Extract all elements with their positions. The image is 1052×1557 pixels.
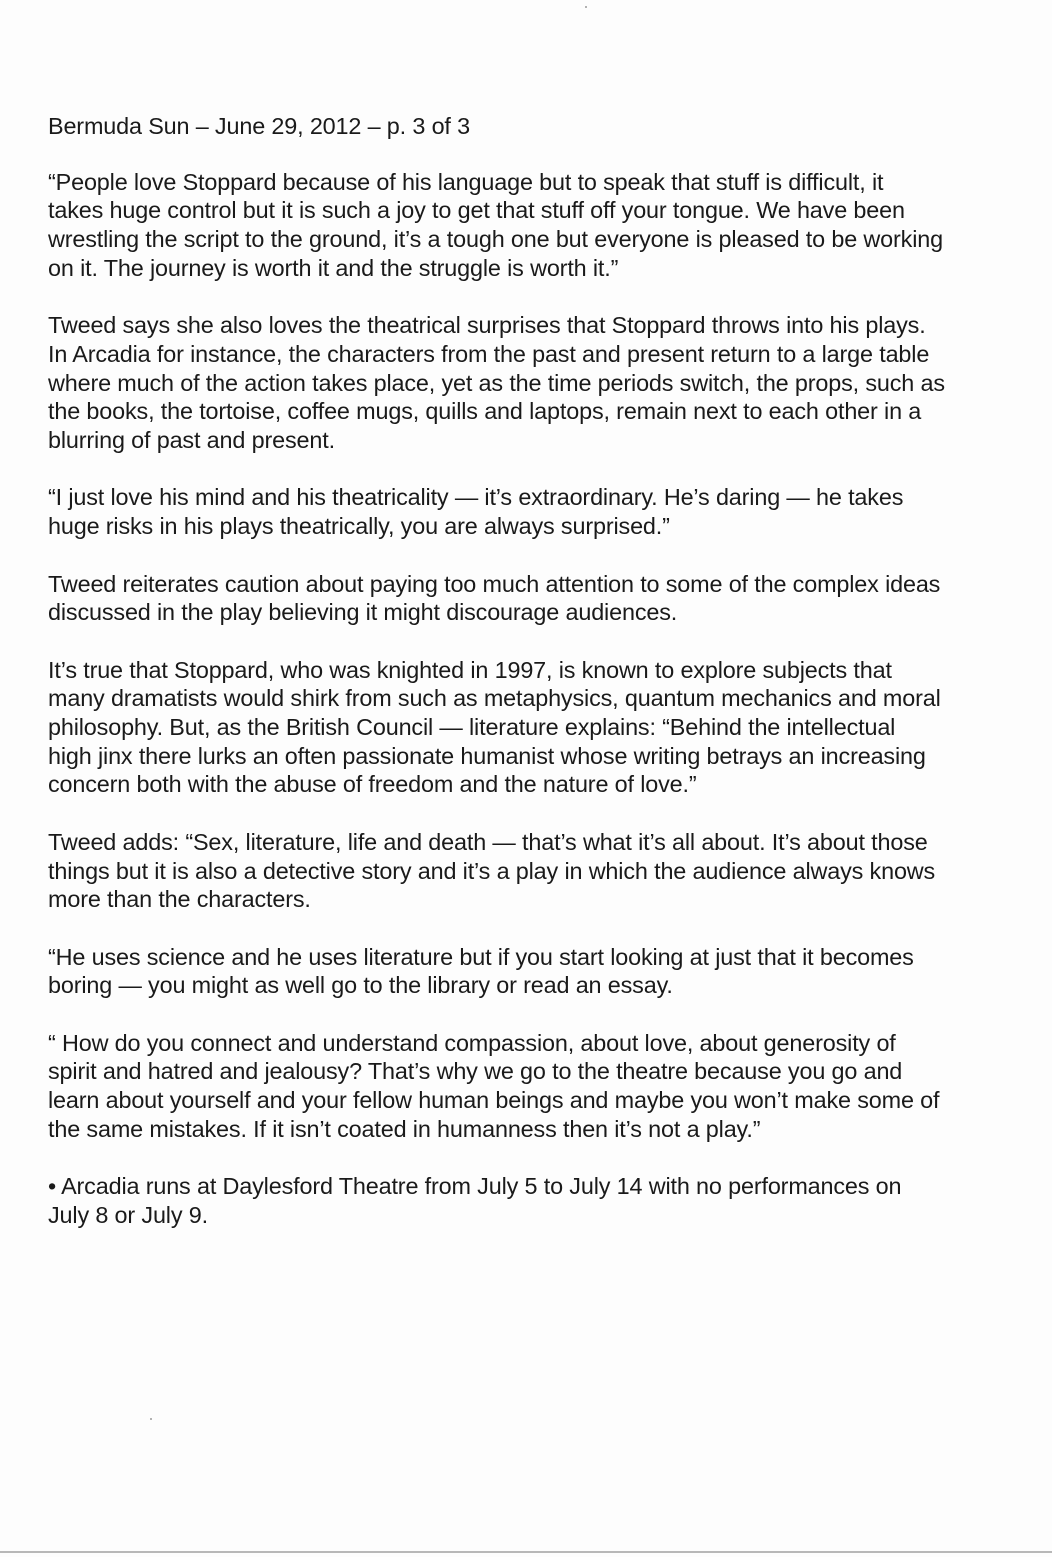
text-line: things but it is also a detective story and it’s a play in which the audience always knows [48, 857, 936, 884]
text-line: on it. The journey is worth it and the struggle is worth it.” [48, 254, 619, 281]
text-line: Tweed adds: “Sex, literature, life and death — that’s what it’s all about. It’s about those [48, 828, 928, 855]
paragraph-3 [48, 483, 1023, 540]
text-line: the same mistakes. If it isn’t coated in humanness then it’s not a play.” [48, 1115, 761, 1142]
text-line: wrestling the script to the ground, it’s a tough one but everyone is pleased to be working [48, 226, 943, 253]
text-line: “ How do you connect and understand compassion, about love, about generosity of [48, 1029, 896, 1056]
paragraph-7 [48, 943, 1023, 1000]
text-line: huge risks in his plays theatrically, you are always surprised.” [48, 513, 670, 540]
text-line: It’s true that Stoppard, who was knighted in 1997, is known to explore subjects that [48, 656, 892, 683]
paragraph-2 [48, 311, 1023, 455]
paragraph-5 [48, 656, 1023, 800]
text-line: boring — you might as well go to the library or read an essay. [48, 972, 673, 999]
article-body [48, 112, 1023, 1258]
scan-speck [150, 1418, 152, 1420]
text-line: the books, the tortoise, coffee mugs, quills and laptops, remain next to each other in a [48, 398, 922, 425]
scan-speck [585, 6, 587, 8]
text-line: In Arcadia for instance, the characters from the past and present return to a large table [48, 340, 930, 367]
text-line: high jinx there lurks an often passionate humanist whose writing betrays an increasing [48, 742, 926, 769]
text-line: July 8 or July 9. [48, 1201, 208, 1228]
text-line: takes huge control but it is such a joy to get that stuff off your tongue. We have been [48, 197, 905, 224]
paragraph-6 [48, 828, 1023, 914]
paragraph-8 [48, 1029, 1023, 1144]
paragraph-9-event-note [48, 1172, 1023, 1229]
text-line: blurring of past and present. [48, 427, 335, 454]
text-line: “People love Stoppard because of his language but to speak that stuff is difficult, it [48, 168, 884, 195]
text-line: spirit and hatred and jealousy? That’s why we go to the theatre because you go and [48, 1058, 903, 1085]
text-line: “He uses science and he uses literature but if you start looking at just that it becomes [48, 943, 914, 970]
paragraph-1 [48, 168, 1023, 283]
text-line: more than the characters. [48, 886, 311, 913]
text-line: where much of the action takes place, yet as the time periods switch, the props, such as [48, 369, 945, 396]
text-line: • Arcadia runs at Daylesford Theatre from July 5 to July 14 with no performances on [48, 1173, 902, 1200]
text-line: Tweed reiterates caution about paying too much attention to some of the complex ideas [48, 570, 941, 597]
text-line: “I just love his mind and his theatricality — it’s extraordinary. He’s daring — he takes [48, 484, 904, 511]
paragraph-4 [48, 570, 1023, 627]
text-line: Tweed says she also loves the theatrical surprises that Stoppard throws into his plays. [48, 312, 926, 339]
page-header: Bermuda Sun – June 29, 2012 – p. 3 of 3 [48, 113, 470, 139]
scan-bottom-edge [0, 1551, 1052, 1553]
text-line: philosophy. But, as the British Council — literature explains: “Behind the intellectual [48, 714, 896, 740]
text-line: concern both with the abuse of freedom and the nature of love.” [48, 771, 697, 798]
text-line: learn about yourself and your fellow human beings and maybe you won’t make some of [48, 1087, 940, 1114]
text-line: discussed in the play believing it might discourage audiences. [48, 599, 678, 626]
text-line: many dramatists would shirk from such as metaphysics, quantum mechanics and moral [48, 685, 941, 712]
